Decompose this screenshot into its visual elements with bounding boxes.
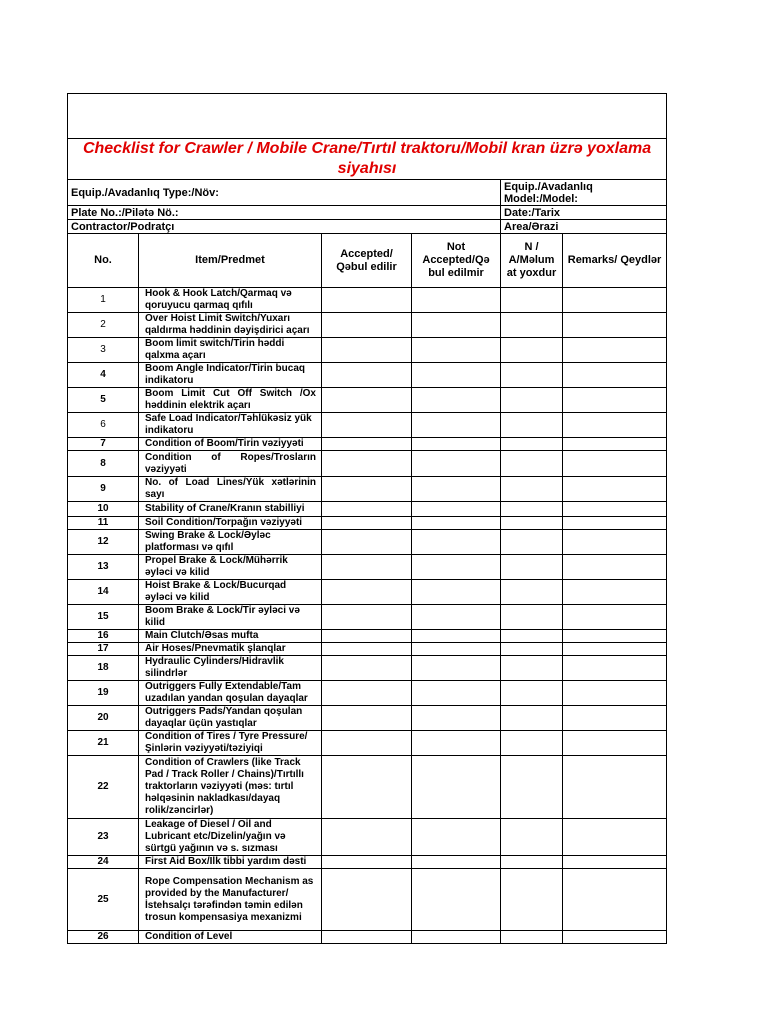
row-number: 7 <box>68 438 139 451</box>
row-number: 25 <box>68 869 139 931</box>
row-number: 11 <box>68 517 139 530</box>
contractor-label: Contractor/Podratçı <box>68 220 501 234</box>
na-cell[interactable] <box>501 413 563 438</box>
not-accepted-cell[interactable] <box>412 605 501 630</box>
table-row <box>68 931 667 944</box>
accepted-cell[interactable] <box>322 605 412 630</box>
not-accepted-cell[interactable] <box>412 706 501 731</box>
table-row <box>68 656 667 681</box>
equip-type-label: Equip./Avadanlıq Type:/Növ: <box>68 180 501 206</box>
accepted-cell[interactable] <box>322 555 412 580</box>
accepted-cell[interactable] <box>322 451 412 477</box>
na-cell[interactable] <box>501 288 563 313</box>
not-accepted-cell[interactable] <box>412 477 501 502</box>
accepted-cell[interactable] <box>322 413 412 438</box>
not-accepted-cell[interactable] <box>412 869 501 931</box>
blank-header-cell <box>68 94 667 139</box>
row-number: 12 <box>68 530 139 555</box>
row-item: Propel Brake & Lock/Mühərrik əyləci və kilid <box>139 555 322 580</box>
na-cell[interactable] <box>501 856 563 869</box>
row-item: Soil Condition/Torpağın vəziyyəti <box>139 517 322 530</box>
na-cell[interactable] <box>501 706 563 731</box>
not-accepted-cell[interactable] <box>412 288 501 313</box>
table-row <box>68 338 667 363</box>
row-item: Air Hoses/Pnevmatik şlanqlar <box>139 643 322 656</box>
remarks-cell[interactable] <box>563 643 667 656</box>
not-accepted-cell[interactable] <box>412 681 501 706</box>
row-item: Outriggers Fully Extendable/Tam uzadılan yandan qoşulan dayaqlar <box>139 681 322 706</box>
header-no: No. <box>68 234 139 288</box>
row-item: First Aid Box/Ilk tibbi yardım dəsti <box>139 856 322 869</box>
remarks-cell[interactable] <box>563 580 667 605</box>
row-item: Condition of Crawlers (like Track Pad / Track Roller / Chains)/Tırtıllı traktorların vəziyyəti (məs: tırtıl həlqəsinin nakladkası/dayaq rolik/zəncirlər) <box>139 756 322 819</box>
row-number: 17 <box>68 643 139 656</box>
remarks-cell[interactable] <box>563 388 667 413</box>
not-accepted-cell[interactable] <box>412 517 501 530</box>
table-row <box>68 580 667 605</box>
table-row <box>68 363 667 388</box>
row-number: 1 <box>68 288 139 313</box>
remarks-cell[interactable] <box>563 931 667 944</box>
not-accepted-cell[interactable] <box>412 656 501 681</box>
accepted-cell[interactable] <box>322 502 412 517</box>
accepted-cell[interactable] <box>322 438 412 451</box>
table-row <box>68 643 667 656</box>
na-cell[interactable] <box>501 756 563 819</box>
remarks-cell[interactable] <box>563 438 667 451</box>
row-item: Boom Limit Cut Off Switch /Ox həddinin elektrik açarı <box>139 388 322 413</box>
remarks-cell[interactable] <box>563 288 667 313</box>
row-number: 24 <box>68 856 139 869</box>
accepted-cell[interactable] <box>322 477 412 502</box>
na-cell[interactable] <box>501 819 563 856</box>
checklist-table <box>67 93 667 944</box>
accepted-cell[interactable] <box>322 313 412 338</box>
remarks-cell[interactable] <box>563 555 667 580</box>
table-row <box>68 438 667 451</box>
remarks-cell[interactable] <box>563 338 667 363</box>
row-item: Safe Load Indicator/Təhlükəsiz yük indikatoru <box>139 413 322 438</box>
remarks-cell[interactable] <box>563 756 667 819</box>
na-cell[interactable] <box>501 517 563 530</box>
row-item: Condition of Ropes/Trosların vəziyyəti <box>139 451 322 477</box>
row-item: Hoist Brake & Lock/Bucurqad əyləci və kilid <box>139 580 322 605</box>
equip-model-label: Equip./Avadanlıq Model:/Model: <box>501 180 667 206</box>
accepted-cell[interactable] <box>322 388 412 413</box>
row-item: Leakage of Diesel / Oil and Lubricant etc/Dizelin/yağın və sürtgü yağının və s. sızması <box>139 819 322 856</box>
remarks-cell[interactable] <box>563 819 667 856</box>
row-item: Boom Angle Indicator/Tirin bucaq indikatoru <box>139 363 322 388</box>
remarks-cell[interactable] <box>563 731 667 756</box>
row-number: 14 <box>68 580 139 605</box>
accepted-cell[interactable] <box>322 530 412 555</box>
info-row-equipment <box>68 180 667 206</box>
header-accepted: Accepted/ Qəbul edilir <box>322 234 412 288</box>
na-cell[interactable] <box>501 605 563 630</box>
na-cell[interactable] <box>501 869 563 931</box>
accepted-cell[interactable] <box>322 681 412 706</box>
accepted-cell[interactable] <box>322 288 412 313</box>
remarks-cell[interactable] <box>563 656 667 681</box>
area-label: Area/Ərazi <box>501 220 667 234</box>
accepted-cell[interactable] <box>322 338 412 363</box>
not-accepted-cell[interactable] <box>412 413 501 438</box>
table-row <box>68 869 667 931</box>
na-cell[interactable] <box>501 580 563 605</box>
row-item: Outriggers Pads/Yandan qoşulan dayaqlar üçün yastıqlar <box>139 706 322 731</box>
row-number: 18 <box>68 656 139 681</box>
not-accepted-cell[interactable] <box>412 451 501 477</box>
table-row <box>68 681 667 706</box>
row-item: No. of Load Lines/Yük xətlərinin sayı <box>139 477 322 502</box>
not-accepted-cell[interactable] <box>412 530 501 555</box>
remarks-cell[interactable] <box>563 706 667 731</box>
table-row <box>68 288 667 313</box>
not-accepted-cell[interactable] <box>412 338 501 363</box>
row-number: 15 <box>68 605 139 630</box>
remarks-cell[interactable] <box>563 313 667 338</box>
row-item: Swing Brake & Lock/Əyləc platforması və qıfıl <box>139 530 322 555</box>
accepted-cell[interactable] <box>322 630 412 643</box>
accepted-cell[interactable] <box>322 580 412 605</box>
title-row <box>68 139 667 180</box>
na-cell[interactable] <box>501 363 563 388</box>
na-cell[interactable] <box>501 451 563 477</box>
na-cell[interactable] <box>501 438 563 451</box>
not-accepted-cell[interactable] <box>412 555 501 580</box>
header-item: Item/Predmet <box>139 234 322 288</box>
accepted-cell[interactable] <box>322 517 412 530</box>
not-accepted-cell[interactable] <box>412 643 501 656</box>
remarks-cell[interactable] <box>563 413 667 438</box>
date-label: Date:/Tarix <box>501 206 667 220</box>
na-cell[interactable] <box>501 656 563 681</box>
na-cell[interactable] <box>501 502 563 517</box>
row-item: Hook & Hook Latch/Qarmaq və qoruyucu qarmaq qıfılı <box>139 288 322 313</box>
remarks-cell[interactable] <box>563 363 667 388</box>
na-cell[interactable] <box>501 931 563 944</box>
row-number: 8 <box>68 451 139 477</box>
na-cell[interactable] <box>501 313 563 338</box>
accepted-cell[interactable] <box>322 856 412 869</box>
na-cell[interactable] <box>501 530 563 555</box>
accepted-cell[interactable] <box>322 706 412 731</box>
row-number: 21 <box>68 731 139 756</box>
row-number: 16 <box>68 630 139 643</box>
table-row <box>68 388 667 413</box>
not-accepted-cell[interactable] <box>412 388 501 413</box>
na-cell[interactable] <box>501 477 563 502</box>
row-number: 6 <box>68 413 139 438</box>
na-cell[interactable] <box>501 731 563 756</box>
remarks-cell[interactable] <box>563 681 667 706</box>
row-item: Main Clutch/Əsas mufta <box>139 630 322 643</box>
table-row <box>68 451 667 477</box>
remarks-cell[interactable] <box>563 502 667 517</box>
row-item: Condition of Level <box>139 931 322 944</box>
table-row <box>68 413 667 438</box>
table-row <box>68 630 667 643</box>
not-accepted-cell[interactable] <box>412 580 501 605</box>
remarks-cell[interactable] <box>563 451 667 477</box>
na-cell[interactable] <box>501 338 563 363</box>
not-accepted-cell[interactable] <box>412 313 501 338</box>
header-not-accepted: Not Accepted/Qə bul edilmir <box>412 234 501 288</box>
accepted-cell[interactable] <box>322 931 412 944</box>
remarks-cell[interactable] <box>563 869 667 931</box>
not-accepted-cell[interactable] <box>412 819 501 856</box>
table-row <box>68 731 667 756</box>
not-accepted-cell[interactable] <box>412 502 501 517</box>
not-accepted-cell[interactable] <box>412 731 501 756</box>
row-item: Rope Compensation Mechanism as provided by the Manufacturer/İstehsalçı tərəfindən təmin edilən trosun kompensasiya mexanizmi <box>139 869 322 931</box>
not-accepted-cell[interactable] <box>412 931 501 944</box>
table-row <box>68 477 667 502</box>
na-cell[interactable] <box>501 643 563 656</box>
table-row <box>68 756 667 819</box>
table-row <box>68 605 667 630</box>
row-number: 22 <box>68 756 139 819</box>
header-na: N / A/Məlum at yoxdur <box>501 234 563 288</box>
document-title: Checklist for Crawler / Mobile Crane/Tırtıl traktoru/Mobil kran üzrə yoxlama siyahısı <box>68 139 667 180</box>
accepted-cell[interactable] <box>322 869 412 931</box>
column-header-row <box>68 234 667 288</box>
not-accepted-cell[interactable] <box>412 438 501 451</box>
row-number: 20 <box>68 706 139 731</box>
row-number: 2 <box>68 313 139 338</box>
checklist-rows <box>68 288 667 944</box>
na-cell[interactable] <box>501 555 563 580</box>
blank-header-row <box>68 94 667 139</box>
row-item: Boom limit switch/Tirin həddi qalxma açarı <box>139 338 322 363</box>
row-item: Condition of Tires / Tyre Pressure/Şinlərin vəziyyəti/təziyiqi <box>139 731 322 756</box>
na-cell[interactable] <box>501 388 563 413</box>
row-number: 4 <box>68 363 139 388</box>
row-item: Condition of Boom/Tirin vəziyyəti <box>139 438 322 451</box>
row-number: 19 <box>68 681 139 706</box>
remarks-cell[interactable] <box>563 530 667 555</box>
table-row <box>68 313 667 338</box>
table-row <box>68 502 667 517</box>
remarks-cell[interactable] <box>563 605 667 630</box>
accepted-cell[interactable] <box>322 363 412 388</box>
not-accepted-cell[interactable] <box>412 856 501 869</box>
table-row <box>68 555 667 580</box>
accepted-cell[interactable] <box>322 819 412 856</box>
info-row-plate <box>68 206 667 220</box>
na-cell[interactable] <box>501 681 563 706</box>
accepted-cell[interactable] <box>322 731 412 756</box>
na-cell[interactable] <box>501 630 563 643</box>
row-number: 23 <box>68 819 139 856</box>
not-accepted-cell[interactable] <box>412 363 501 388</box>
row-number: 10 <box>68 502 139 517</box>
table-row <box>68 530 667 555</box>
remarks-cell[interactable] <box>563 477 667 502</box>
row-item: Stability of Crane/Kranın stabilliyi <box>139 502 322 517</box>
row-item: Over Hoist Limit Switch/Yuxarı qaldırma həddinin dəyişdirici açarı <box>139 313 322 338</box>
not-accepted-cell[interactable] <box>412 630 501 643</box>
remarks-cell[interactable] <box>563 517 667 530</box>
table-row <box>68 517 667 530</box>
accepted-cell[interactable] <box>322 656 412 681</box>
row-number: 5 <box>68 388 139 413</box>
accepted-cell[interactable] <box>322 643 412 656</box>
remarks-cell[interactable] <box>563 856 667 869</box>
plate-no-label: Plate No.:/Pilətə Nö.: <box>68 206 501 220</box>
row-item: Hydraulic Cylinders/Hidravlik silindrlər <box>139 656 322 681</box>
row-number: 26 <box>68 931 139 944</box>
header-remarks: Remarks/ Qeydlər <box>563 234 667 288</box>
table-row <box>68 819 667 856</box>
row-number: 9 <box>68 477 139 502</box>
table-row <box>68 706 667 731</box>
row-item: Boom Brake & Lock/Tir əyləci və kilid <box>139 605 322 630</box>
info-row-contractor <box>68 220 667 234</box>
table-row <box>68 856 667 869</box>
row-number: 3 <box>68 338 139 363</box>
checklist-sheet <box>67 93 666 944</box>
remarks-cell[interactable] <box>563 630 667 643</box>
not-accepted-cell[interactable] <box>412 756 501 819</box>
row-number: 13 <box>68 555 139 580</box>
accepted-cell[interactable] <box>322 756 412 819</box>
